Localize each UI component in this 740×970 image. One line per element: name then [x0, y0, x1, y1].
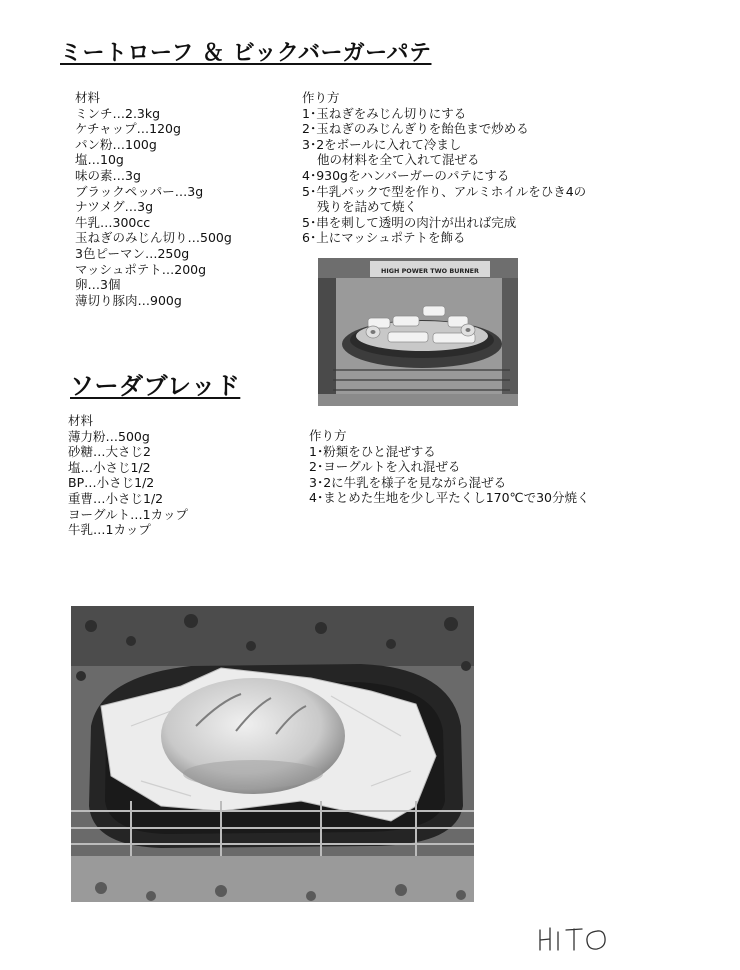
step-item: 5･牛乳パックで型を作り、アルミホイルをひき4の	[302, 183, 587, 199]
ingredient-item: 重曹…小さじ1/2	[68, 490, 164, 506]
step-item: 4･930gをハンバーガーのパテにする	[302, 167, 510, 183]
step-item: 5･串を刺して透明の肉汁が出れば完成	[302, 214, 517, 230]
ingredient-item: ヨーグルト…1カップ	[68, 506, 188, 522]
meatloaf-photo	[318, 258, 518, 406]
step-item: 4･まとめた生地を少し平たくし170℃で30分焼く	[309, 490, 590, 506]
ingredient-item: 味の素…3g	[75, 167, 141, 183]
steps-heading: 作り方	[302, 90, 340, 105]
step-item: 2･ヨーグルトを入れ混ぜる	[309, 459, 461, 475]
step-item: 残りを詰めて焼く	[317, 199, 418, 215]
soda-bread-title: ソーダブレッド	[70, 372, 241, 400]
steps-heading: 作り方	[309, 428, 347, 443]
step-item: 2･玉ねぎのみじんぎりを飴色まで炒める	[302, 121, 529, 137]
step-item: 3･2をボールに入れて冷まし	[302, 136, 462, 152]
ingredient-item: 3色ピーマン…250g	[75, 245, 190, 261]
soda-bread-photo	[71, 606, 474, 902]
step-item: 1･玉ねぎをみじん切りにする	[302, 105, 467, 121]
step-item: 1･粉類をひと混ぜする	[309, 443, 436, 459]
step-item: 他の材料を全て入れて混ぜる	[317, 152, 480, 168]
ingredient-item: ケチャップ…120g	[75, 121, 181, 137]
step-item: 3･2に牛乳を様子を見ながら混ぜる	[309, 474, 507, 490]
ingredients-heading: 材料	[75, 90, 101, 105]
meatloaf-title: ミートローフ ＆ ビックバーガーパテ	[60, 41, 432, 66]
ingredient-item: 牛乳…1カップ	[68, 522, 151, 538]
stove-label: HIGH POWER TWO BURNER	[381, 267, 479, 275]
ingredient-item: 玉ねぎのみじん切り…500g	[75, 230, 232, 246]
ingredients-heading: 材料	[68, 413, 94, 428]
ingredient-item: 卵…3個	[75, 277, 121, 293]
meatloaf-steps	[302, 90, 586, 246]
ingredient-item: 薄力粉…500g	[68, 428, 150, 444]
ingredient-item: 塩…10g	[75, 152, 124, 168]
handwritten-signature	[536, 922, 616, 954]
ingredient-item: ブラックペッパー…3g	[75, 183, 204, 199]
ingredient-item: BP…小さじ1/2	[68, 475, 155, 491]
soda-bread-ingredients	[68, 413, 188, 538]
ingredient-item: 砂糖…大さじ2	[68, 444, 151, 460]
meatloaf-ingredients	[75, 90, 232, 308]
step-item: 6･上にマッシュポテトを飾る	[302, 230, 466, 246]
ingredient-item: 薄切り豚肉…900g	[75, 292, 182, 308]
soda-bread-steps	[309, 428, 590, 506]
ingredient-item: ナツメグ…3g	[75, 199, 154, 215]
ingredient-item: 塩…小さじ1/2	[68, 459, 151, 475]
ingredient-item: マッシュポテト…200g	[75, 261, 207, 277]
ingredient-item: 牛乳…300cc	[75, 214, 151, 230]
ingredient-item: ミンチ…2.3kg	[75, 105, 161, 121]
ingredient-item: パン粉…100g	[75, 136, 157, 152]
